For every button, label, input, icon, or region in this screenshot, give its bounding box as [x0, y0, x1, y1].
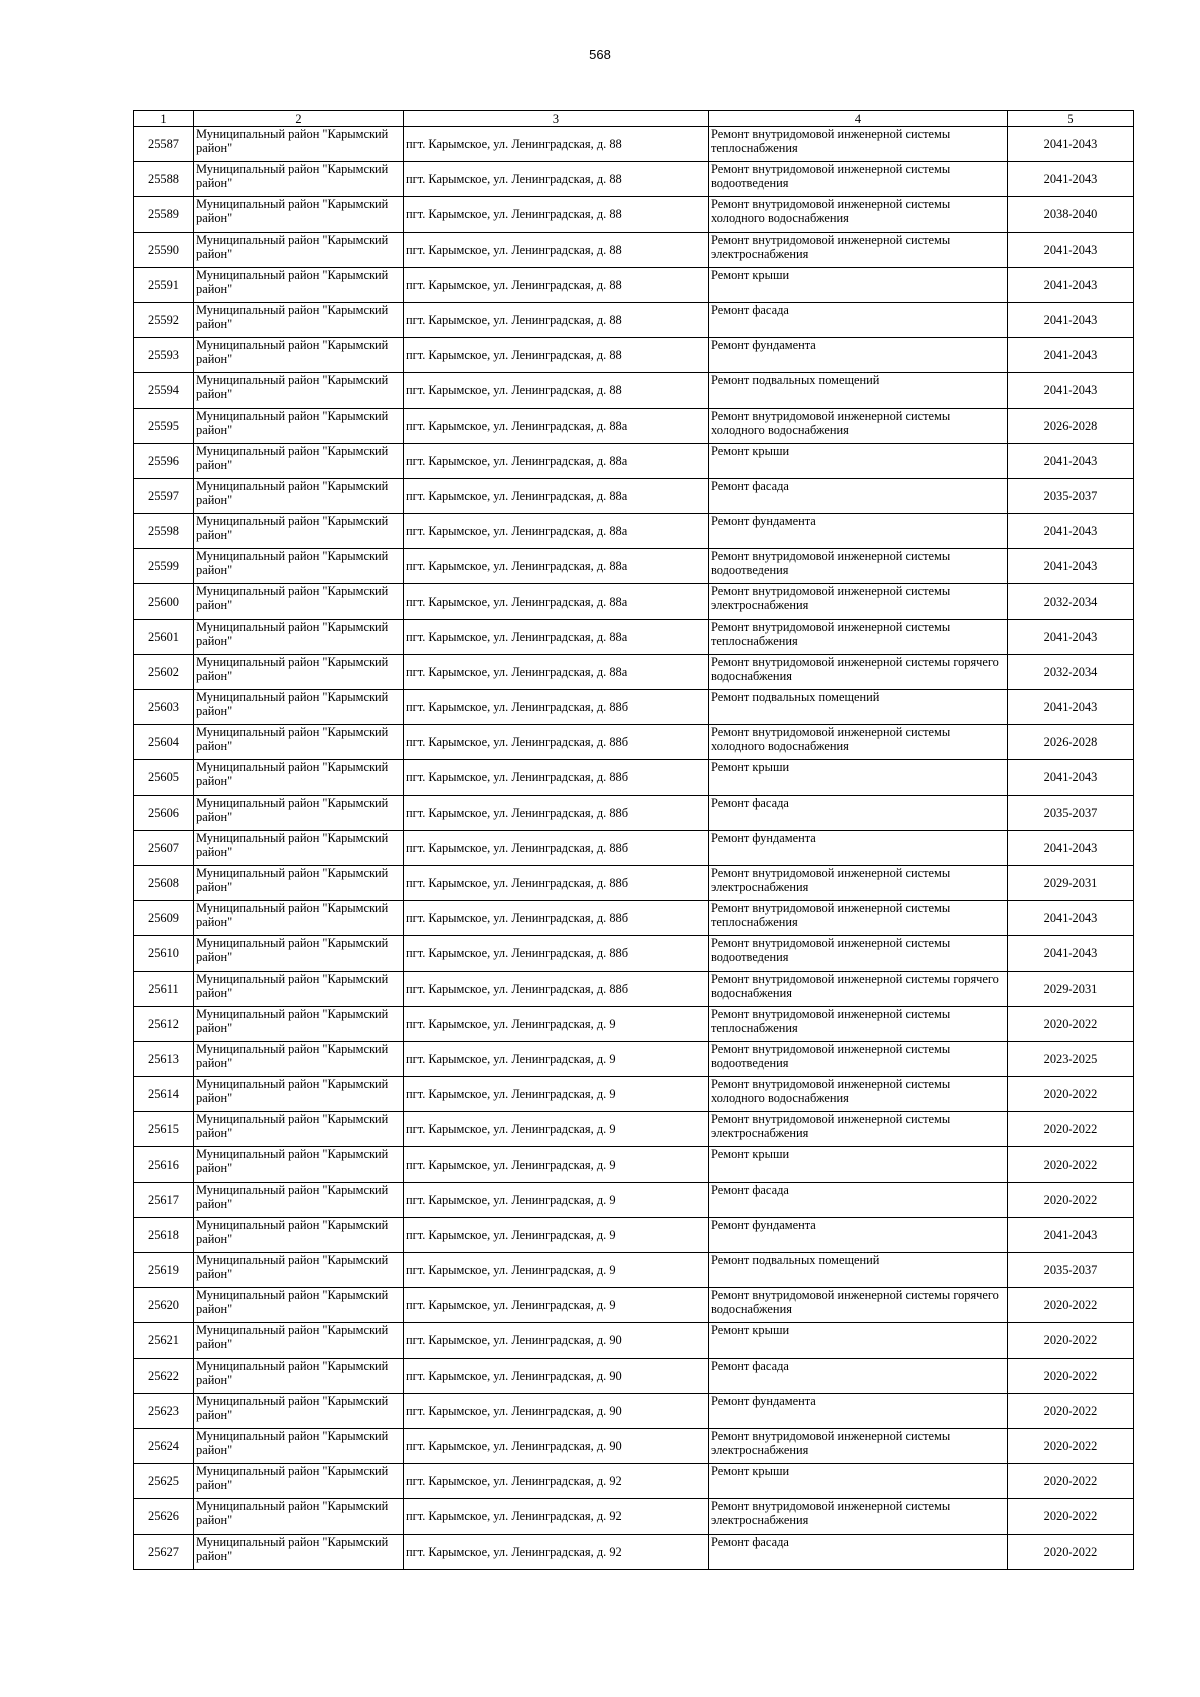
table-row	[134, 690, 1134, 725]
row-number: 25626	[134, 1499, 194, 1534]
address-cell: пгт. Карымское, ул. Ленинградская, д. 88	[404, 302, 709, 337]
row-number: 25591	[134, 267, 194, 302]
address-cell: пгт. Карымское, ул. Ленинградская, д. 88а	[404, 584, 709, 619]
work-type-cell: Ремонт фасада	[709, 302, 1008, 337]
period-cell: 2041-2043	[1008, 302, 1134, 337]
municipality-cell: Муниципальный район "Карымский район"	[194, 549, 404, 584]
table-row	[134, 162, 1134, 197]
table-row	[134, 584, 1134, 619]
table-row	[134, 795, 1134, 830]
municipality-cell: Муниципальный район "Карымский район"	[194, 936, 404, 971]
address-cell: пгт. Карымское, ул. Ленинградская, д. 9	[404, 1041, 709, 1076]
table-body	[134, 127, 1134, 1570]
municipality-cell: Муниципальный район "Карымский район"	[194, 725, 404, 760]
table-row	[134, 408, 1134, 443]
municipality-cell: Муниципальный район "Карымский район"	[194, 1147, 404, 1182]
table-header	[134, 111, 1134, 127]
municipality-cell: Муниципальный район "Карымский район"	[194, 408, 404, 443]
row-number: 25605	[134, 760, 194, 795]
municipality-cell: Муниципальный район "Карымский район"	[194, 1464, 404, 1499]
table-row	[134, 1499, 1134, 1534]
municipality-cell: Муниципальный район "Карымский район"	[194, 830, 404, 865]
column-header-3: 3	[404, 111, 709, 127]
work-type-cell: Ремонт внутридомовой инженерной системы электроснабжения	[709, 232, 1008, 267]
address-cell: пгт. Карымское, ул. Ленинградская, д. 90	[404, 1358, 709, 1393]
period-cell: 2029-2031	[1008, 865, 1134, 900]
row-number: 25610	[134, 936, 194, 971]
row-number: 25590	[134, 232, 194, 267]
period-cell: 2020-2022	[1008, 1182, 1134, 1217]
row-number: 25594	[134, 373, 194, 408]
table-row	[134, 1428, 1134, 1463]
work-type-cell: Ремонт фасада	[709, 1358, 1008, 1393]
row-number: 25624	[134, 1428, 194, 1463]
work-type-cell: Ремонт внутридомовой инженерной системы электроснабжения	[709, 1428, 1008, 1463]
page-number: 568	[589, 47, 611, 62]
work-type-cell: Ремонт внутридомовой инженерной системы теплоснабжения	[709, 901, 1008, 936]
work-type-cell: Ремонт внутридомовой инженерной системы теплоснабжения	[709, 127, 1008, 162]
period-cell: 2038-2040	[1008, 197, 1134, 232]
table-row	[134, 338, 1134, 373]
table-row	[134, 725, 1134, 760]
work-type-cell: Ремонт фундамента	[709, 1217, 1008, 1252]
period-cell: 2041-2043	[1008, 936, 1134, 971]
address-cell: пгт. Карымское, ул. Ленинградская, д. 92	[404, 1534, 709, 1569]
column-header-5: 5	[1008, 111, 1134, 127]
address-cell: пгт. Карымское, ул. Ленинградская, д. 9	[404, 1217, 709, 1252]
address-cell: пгт. Карымское, ул. Ленинградская, д. 88б	[404, 795, 709, 830]
address-cell: пгт. Карымское, ул. Ленинградская, д. 90	[404, 1428, 709, 1463]
table-row	[134, 1534, 1134, 1569]
row-number: 25617	[134, 1182, 194, 1217]
municipality-cell: Муниципальный район "Карымский район"	[194, 1323, 404, 1358]
period-cell: 2020-2022	[1008, 1464, 1134, 1499]
period-cell: 2041-2043	[1008, 760, 1134, 795]
period-cell: 2041-2043	[1008, 267, 1134, 302]
address-cell: пгт. Карымское, ул. Ленинградская, д. 88б	[404, 936, 709, 971]
address-cell: пгт. Карымское, ул. Ленинградская, д. 88	[404, 338, 709, 373]
work-type-cell: Ремонт подвальных помещений	[709, 373, 1008, 408]
municipality-cell: Муниципальный район "Карымский район"	[194, 584, 404, 619]
row-number: 25621	[134, 1323, 194, 1358]
address-cell: пгт. Карымское, ул. Ленинградская, д. 92	[404, 1464, 709, 1499]
address-cell: пгт. Карымское, ул. Ленинградская, д. 88	[404, 267, 709, 302]
table-row	[134, 1147, 1134, 1182]
period-cell: 2026-2028	[1008, 725, 1134, 760]
work-type-cell: Ремонт крыши	[709, 760, 1008, 795]
column-header-1: 1	[134, 111, 194, 127]
table-row	[134, 1393, 1134, 1428]
row-number: 25622	[134, 1358, 194, 1393]
period-cell: 2020-2022	[1008, 1428, 1134, 1463]
municipality-cell: Муниципальный район "Карымский район"	[194, 1077, 404, 1112]
work-type-cell: Ремонт фундамента	[709, 514, 1008, 549]
table-row	[134, 901, 1134, 936]
municipality-cell: Муниципальный район "Карымский район"	[194, 514, 404, 549]
address-cell: пгт. Карымское, ул. Ленинградская, д. 88б	[404, 725, 709, 760]
work-type-cell: Ремонт внутридомовой инженерной системы электроснабжения	[709, 865, 1008, 900]
address-cell: пгт. Карымское, ул. Ленинградская, д. 88б	[404, 690, 709, 725]
municipality-cell: Муниципальный район "Карымский район"	[194, 267, 404, 302]
row-number: 25603	[134, 690, 194, 725]
municipality-cell: Муниципальный район "Карымский район"	[194, 1499, 404, 1534]
work-type-cell: Ремонт внутридомовой инженерной системы электроснабжения	[709, 1499, 1008, 1534]
table-row	[134, 1112, 1134, 1147]
address-cell: пгт. Карымское, ул. Ленинградская, д. 88б	[404, 971, 709, 1006]
row-number: 25608	[134, 865, 194, 900]
period-cell: 2041-2043	[1008, 901, 1134, 936]
address-cell: пгт. Карымское, ул. Ленинградская, д. 88	[404, 127, 709, 162]
period-cell: 2041-2043	[1008, 549, 1134, 584]
row-number: 25587	[134, 127, 194, 162]
column-header-2: 2	[194, 111, 404, 127]
period-cell: 2041-2043	[1008, 619, 1134, 654]
table-row	[134, 1253, 1134, 1288]
address-cell: пгт. Карымское, ул. Ленинградская, д. 90	[404, 1323, 709, 1358]
row-number: 25589	[134, 197, 194, 232]
table-row	[134, 936, 1134, 971]
address-cell: пгт. Карымское, ул. Ленинградская, д. 88а	[404, 619, 709, 654]
work-type-cell: Ремонт фасада	[709, 1534, 1008, 1569]
row-number: 25588	[134, 162, 194, 197]
column-header-4: 4	[709, 111, 1008, 127]
row-number: 25595	[134, 408, 194, 443]
address-cell: пгт. Карымское, ул. Ленинградская, д. 88	[404, 197, 709, 232]
municipality-cell: Муниципальный район "Карымский район"	[194, 619, 404, 654]
period-cell: 2020-2022	[1008, 1147, 1134, 1182]
row-number: 25614	[134, 1077, 194, 1112]
period-cell: 2020-2022	[1008, 1288, 1134, 1323]
row-number: 25602	[134, 654, 194, 689]
table-row	[134, 971, 1134, 1006]
address-cell: пгт. Карымское, ул. Ленинградская, д. 88а	[404, 514, 709, 549]
row-number: 25615	[134, 1112, 194, 1147]
table-row	[134, 127, 1134, 162]
table-row	[134, 619, 1134, 654]
address-cell: пгт. Карымское, ул. Ленинградская, д. 88	[404, 373, 709, 408]
table-row	[134, 1217, 1134, 1252]
municipality-cell: Муниципальный район "Карымский район"	[194, 302, 404, 337]
municipality-cell: Муниципальный район "Карымский район"	[194, 1393, 404, 1428]
address-cell: пгт. Карымское, ул. Ленинградская, д. 92	[404, 1499, 709, 1534]
address-cell: пгт. Карымское, ул. Ленинградская, д. 88б	[404, 830, 709, 865]
table-row	[134, 514, 1134, 549]
work-type-cell: Ремонт фундамента	[709, 830, 1008, 865]
work-type-cell: Ремонт крыши	[709, 1464, 1008, 1499]
work-type-cell: Ремонт внутридомовой инженерной системы горячего водоснабжения	[709, 1288, 1008, 1323]
table-row	[134, 654, 1134, 689]
address-cell: пгт. Карымское, ул. Ленинградская, д. 88	[404, 162, 709, 197]
row-number: 25604	[134, 725, 194, 760]
municipality-cell: Муниципальный район "Карымский район"	[194, 1534, 404, 1569]
row-number: 25623	[134, 1393, 194, 1428]
table-row	[134, 1182, 1134, 1217]
address-cell: пгт. Карымское, ул. Ленинградская, д. 88а	[404, 654, 709, 689]
municipality-cell: Муниципальный район "Карымский район"	[194, 760, 404, 795]
period-cell: 2029-2031	[1008, 971, 1134, 1006]
period-cell: 2020-2022	[1008, 1534, 1134, 1569]
period-cell: 2020-2022	[1008, 1358, 1134, 1393]
row-number: 25627	[134, 1534, 194, 1569]
municipality-cell: Муниципальный район "Карымский район"	[194, 162, 404, 197]
period-cell: 2032-2034	[1008, 654, 1134, 689]
work-type-cell: Ремонт внутридомовой инженерной системы водоотведения	[709, 162, 1008, 197]
row-number: 25612	[134, 1006, 194, 1041]
address-cell: пгт. Карымское, ул. Ленинградская, д. 9	[404, 1112, 709, 1147]
address-cell: пгт. Карымское, ул. Ленинградская, д. 9	[404, 1006, 709, 1041]
period-cell: 2020-2022	[1008, 1323, 1134, 1358]
work-type-cell: Ремонт фундамента	[709, 1393, 1008, 1428]
address-cell: пгт. Карымское, ул. Ленинградская, д. 88б	[404, 865, 709, 900]
municipality-cell: Муниципальный район "Карымский район"	[194, 971, 404, 1006]
address-cell: пгт. Карымское, ул. Ленинградская, д. 88а	[404, 478, 709, 513]
period-cell: 2041-2043	[1008, 127, 1134, 162]
municipality-cell: Муниципальный район "Карымский район"	[194, 1112, 404, 1147]
period-cell: 2041-2043	[1008, 373, 1134, 408]
municipality-cell: Муниципальный район "Карымский район"	[194, 338, 404, 373]
table-row	[134, 1323, 1134, 1358]
municipality-cell: Муниципальный район "Карымский район"	[194, 1358, 404, 1393]
work-type-cell: Ремонт внутридомовой инженерной системы теплоснабжения	[709, 1006, 1008, 1041]
work-type-cell: Ремонт внутридомовой инженерной системы водоотведения	[709, 549, 1008, 584]
table-row	[134, 1288, 1134, 1323]
municipality-cell: Муниципальный район "Карымский район"	[194, 901, 404, 936]
period-cell: 2020-2022	[1008, 1112, 1134, 1147]
period-cell: 2041-2043	[1008, 232, 1134, 267]
row-number: 25600	[134, 584, 194, 619]
work-type-cell: Ремонт внутридомовой инженерной системы холодного водоснабжения	[709, 1077, 1008, 1112]
row-number: 25611	[134, 971, 194, 1006]
work-type-cell: Ремонт внутридомовой инженерной системы холодного водоснабжения	[709, 725, 1008, 760]
municipality-cell: Муниципальный район "Карымский район"	[194, 1217, 404, 1252]
period-cell: 2032-2034	[1008, 584, 1134, 619]
address-cell: пгт. Карымское, ул. Ленинградская, д. 88	[404, 232, 709, 267]
work-type-cell: Ремонт внутридомовой инженерной системы холодного водоснабжения	[709, 408, 1008, 443]
address-cell: пгт. Карымское, ул. Ленинградская, д. 9	[404, 1077, 709, 1112]
period-cell: 2041-2043	[1008, 690, 1134, 725]
work-type-cell: Ремонт внутридомовой инженерной системы электроснабжения	[709, 584, 1008, 619]
work-type-cell: Ремонт подвальных помещений	[709, 690, 1008, 725]
row-number: 25597	[134, 478, 194, 513]
row-number: 25607	[134, 830, 194, 865]
row-number: 25609	[134, 901, 194, 936]
table-row	[134, 478, 1134, 513]
address-cell: пгт. Карымское, ул. Ленинградская, д. 88а	[404, 549, 709, 584]
work-type-cell: Ремонт внутридомовой инженерной системы водоотведения	[709, 1041, 1008, 1076]
header-row	[134, 111, 1134, 127]
municipality-cell: Муниципальный район "Карымский район"	[194, 1288, 404, 1323]
work-type-cell: Ремонт фасада	[709, 795, 1008, 830]
row-number: 25625	[134, 1464, 194, 1499]
municipality-cell: Муниципальный район "Карымский район"	[194, 865, 404, 900]
row-number: 25618	[134, 1217, 194, 1252]
period-cell: 2041-2043	[1008, 830, 1134, 865]
period-cell: 2041-2043	[1008, 1217, 1134, 1252]
period-cell: 2020-2022	[1008, 1393, 1134, 1428]
municipality-cell: Муниципальный район "Карымский район"	[194, 197, 404, 232]
table-row	[134, 197, 1134, 232]
period-cell: 2020-2022	[1008, 1499, 1134, 1534]
table-row	[134, 1077, 1134, 1112]
work-type-cell: Ремонт внутридомовой инженерной системы горячего водоснабжения	[709, 654, 1008, 689]
period-cell: 2035-2037	[1008, 1253, 1134, 1288]
work-type-cell: Ремонт фасада	[709, 478, 1008, 513]
period-cell: 2026-2028	[1008, 408, 1134, 443]
row-number: 25620	[134, 1288, 194, 1323]
municipality-cell: Муниципальный район "Карымский район"	[194, 1182, 404, 1217]
address-cell: пгт. Карымское, ул. Ленинградская, д. 9	[404, 1147, 709, 1182]
row-number: 25606	[134, 795, 194, 830]
work-type-cell: Ремонт фасада	[709, 1182, 1008, 1217]
municipality-cell: Муниципальный район "Карымский район"	[194, 1006, 404, 1041]
work-type-cell: Ремонт крыши	[709, 267, 1008, 302]
municipality-cell: Муниципальный район "Карымский район"	[194, 1041, 404, 1076]
row-number: 25616	[134, 1147, 194, 1182]
table-row	[134, 865, 1134, 900]
row-number: 25598	[134, 514, 194, 549]
period-cell: 2023-2025	[1008, 1041, 1134, 1076]
row-number: 25596	[134, 443, 194, 478]
table-row	[134, 549, 1134, 584]
period-cell: 2041-2043	[1008, 514, 1134, 549]
address-cell: пгт. Карымское, ул. Ленинградская, д. 88а	[404, 443, 709, 478]
work-type-cell: Ремонт крыши	[709, 1147, 1008, 1182]
period-cell: 2020-2022	[1008, 1006, 1134, 1041]
address-cell: пгт. Карымское, ул. Ленинградская, д. 88б	[404, 760, 709, 795]
address-cell: пгт. Карымское, ул. Ленинградская, д. 9	[404, 1288, 709, 1323]
row-number: 25592	[134, 302, 194, 337]
table-row	[134, 1041, 1134, 1076]
municipality-cell: Муниципальный район "Карымский район"	[194, 232, 404, 267]
row-number: 25619	[134, 1253, 194, 1288]
work-type-cell: Ремонт подвальных помещений	[709, 1253, 1008, 1288]
municipality-cell: Муниципальный район "Карымский район"	[194, 795, 404, 830]
address-cell: пгт. Карымское, ул. Ленинградская, д. 88б	[404, 901, 709, 936]
municipality-cell: Муниципальный район "Карымский район"	[194, 478, 404, 513]
work-type-cell: Ремонт внутридомовой инженерной системы водоотведения	[709, 936, 1008, 971]
row-number: 25593	[134, 338, 194, 373]
row-number: 25599	[134, 549, 194, 584]
row-number: 25613	[134, 1041, 194, 1076]
table-row	[134, 302, 1134, 337]
municipality-cell: Муниципальный район "Карымский район"	[194, 654, 404, 689]
municipality-cell: Муниципальный район "Карымский район"	[194, 443, 404, 478]
work-type-cell: Ремонт фундамента	[709, 338, 1008, 373]
capital-repair-table	[133, 110, 1134, 1570]
municipality-cell: Муниципальный район "Карымский район"	[194, 1428, 404, 1463]
table-row	[134, 373, 1134, 408]
table-row	[134, 232, 1134, 267]
table-row	[134, 267, 1134, 302]
work-type-cell: Ремонт внутридомовой инженерной системы холодного водоснабжения	[709, 197, 1008, 232]
table-row	[134, 1358, 1134, 1393]
municipality-cell: Муниципальный район "Карымский район"	[194, 1253, 404, 1288]
period-cell: 2041-2043	[1008, 162, 1134, 197]
period-cell: 2041-2043	[1008, 338, 1134, 373]
period-cell: 2041-2043	[1008, 443, 1134, 478]
address-cell: пгт. Карымское, ул. Ленинградская, д. 9	[404, 1253, 709, 1288]
work-type-cell: Ремонт крыши	[709, 443, 1008, 478]
municipality-cell: Муниципальный район "Карымский район"	[194, 373, 404, 408]
address-cell: пгт. Карымское, ул. Ленинградская, д. 88а	[404, 408, 709, 443]
municipality-cell: Муниципальный район "Карымский район"	[194, 127, 404, 162]
work-type-cell: Ремонт внутридомовой инженерной системы электроснабжения	[709, 1112, 1008, 1147]
table-row	[134, 830, 1134, 865]
table-row	[134, 443, 1134, 478]
municipality-cell: Муниципальный район "Карымский район"	[194, 690, 404, 725]
table-row	[134, 1464, 1134, 1499]
work-type-cell: Ремонт внутридомовой инженерной системы горячего водоснабжения	[709, 971, 1008, 1006]
period-cell: 2020-2022	[1008, 1077, 1134, 1112]
table-row	[134, 1006, 1134, 1041]
work-type-cell: Ремонт крыши	[709, 1323, 1008, 1358]
address-cell: пгт. Карымское, ул. Ленинградская, д. 9	[404, 1182, 709, 1217]
address-cell: пгт. Карымское, ул. Ленинградская, д. 90	[404, 1393, 709, 1428]
row-number: 25601	[134, 619, 194, 654]
period-cell: 2035-2037	[1008, 795, 1134, 830]
work-type-cell: Ремонт внутридомовой инженерной системы теплоснабжения	[709, 619, 1008, 654]
table-row	[134, 760, 1134, 795]
period-cell: 2035-2037	[1008, 478, 1134, 513]
